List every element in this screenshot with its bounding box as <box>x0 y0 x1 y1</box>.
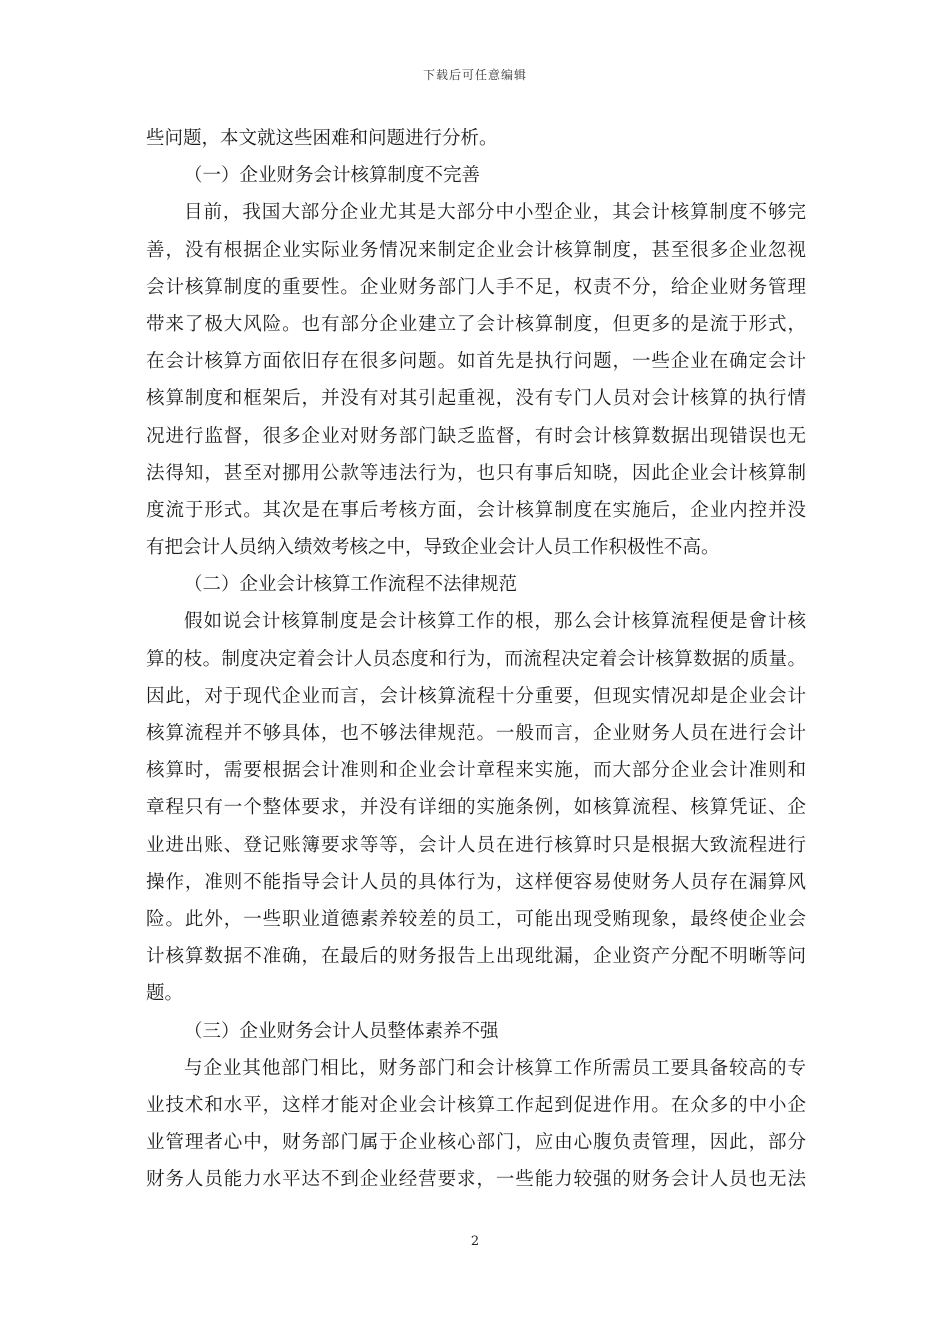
text-line: 法得知，甚至对挪用公款等违法行为，也只有事后知晓，因此企业会计核算制 <box>146 462 806 484</box>
text-line: 度流于形式。其次是在事后考核方面，会计核算制度在实施后，企业内控并没 <box>146 499 806 521</box>
text-line: 善，没有根据企业实际业务情况来制定企业会计核算制度，甚至很多企业忽视 <box>146 239 806 261</box>
text-line: 在会计核算方面依旧存在很多问题。如首先是执行问题，一些企业在确定会计 <box>146 351 806 373</box>
text-line: 题。 <box>146 983 184 1005</box>
text-line: 计核算数据不准确，在最后的财务报告上出现纰漏，企业资产分配不明晰等问 <box>146 946 806 968</box>
document-body <box>146 120 806 1198</box>
text-line: 章程只有一个整体要求，并没有详细的实施条例，如核算流程、核算凭证、企 <box>146 797 806 819</box>
text-line: 些问题，本文就这些困难和问题进行分析。 <box>146 128 498 149</box>
text-line: 因此，对于现代企业而言，会计核算流程十分重要，但现实情况却是企业会计 <box>146 685 806 707</box>
text-line: 核算流程并不够具体，也不够法律规范。一般而言，企业财务人员在进行会计 <box>146 723 806 744</box>
page-number: 2 <box>470 1234 480 1249</box>
text-line: 带来了极大风险。也有部分企业建立了会计核算制度，但更多的是流于形式， <box>146 313 806 335</box>
section-heading: （一）企业财务会计核算制度不完善 <box>184 165 481 187</box>
text-line: 业进出账、登记账簿要求等等，会计人员在进行核算时只是根据大致流程进行 <box>146 834 806 856</box>
page-header: 下载后可任意编辑 <box>422 68 527 82</box>
text-line: 有把会计人员纳入绩效考核之中，导致企业会计人员工作积极性不高。 <box>146 537 720 559</box>
section-heading: （二）企业会计核算工作流程不法律规范 <box>184 574 518 596</box>
text-line: 险。此外，一些职业道德素养较差的员工，可能出现受贿现象，最终使企业会 <box>146 908 806 930</box>
text-line: 与企业其他部门相比，财务部门和会计核算工作所需员工要具备较高的专 <box>184 1057 806 1079</box>
text-line: 核算制度和框架后，并没有对其引起重视，没有专门人员对会计核算的执行情 <box>146 388 806 410</box>
text-line: 会计核算制度的重要性。企业财务部门人手不足，权责不分，给企业财务管理 <box>146 276 806 298</box>
text-line: 业技术和水平，这样才能对企业会计核算工作起到促进作用。在众多的中小企 <box>146 1094 806 1116</box>
text-line: 财务人员能力水平达不到企业经营要求，一些能力较强的财务会计人员也无法 <box>146 1169 806 1191</box>
text-line: 业管理者心中，财务部门属于企业核心部门，应由心腹负责管理，因此，部分 <box>146 1132 806 1154</box>
text-line: 算的枝。制度决定着会计人员态度和行为，而流程决定着会计核算数据的质量。 <box>146 648 806 670</box>
text-line: 操作，准则不能指导会计人员的具体行为，这样便容易使财务人员存在漏算风 <box>146 871 806 893</box>
text-line: 核算时，需要根据会计准则和企业会计章程来实施，而大部分企业会计准则和 <box>146 760 806 782</box>
text-line: 况进行监督，很多企业对财务部门缺乏监督，有时会计核算数据出现错误也无 <box>146 425 806 447</box>
section-heading: （三）企业财务会计人员整体素养不强 <box>184 1020 499 1042</box>
text-line: 假如说会计核算制度是会计核算工作的根，那么会计核算流程便是會计核 <box>184 611 806 633</box>
text-line: 目前，我国大部分企业尤其是大部分中小型企业，其会计核算制度不够完 <box>184 202 806 224</box>
